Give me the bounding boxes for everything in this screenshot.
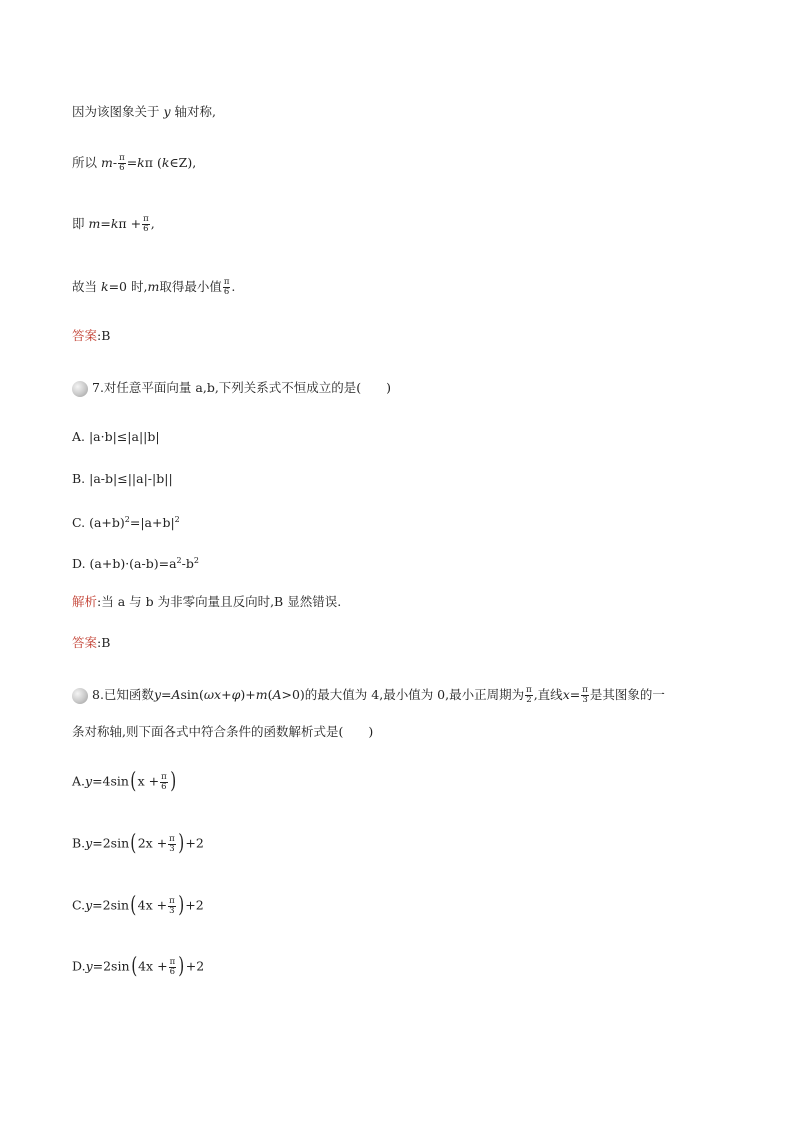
var-m: m [88,216,101,231]
option-text: C. (a+b) [72,515,125,531]
q7-answer [72,635,110,651]
option-letter: D. [72,958,86,974]
fraction [160,773,168,792]
fraction-denominator: 3 [582,695,588,705]
text: 因为该图象关于 [72,104,160,119]
fraction [168,897,176,916]
question-text: 8.已知函数 [92,687,154,702]
fraction [142,215,150,234]
q7-option-b [72,471,173,487]
right-paren: ) [178,831,185,856]
question-7-stem [74,380,391,397]
circle-bullet-icon [72,381,88,397]
text: = [161,687,172,702]
option-text: 4x + [137,897,168,913]
q8-option-b [72,831,204,856]
option-text: B. |a-b|≤||a|-|b|| [72,471,173,486]
fraction-numerator: π [223,277,230,287]
q7-analysis [72,594,341,610]
option-text: D. (a+b)·(a-b)=a [72,556,177,572]
right-paren: ) [177,893,184,918]
fraction [168,835,176,854]
fraction-numerator: π [526,685,532,695]
fraction [525,686,533,705]
text: 轴对称, [174,104,217,119]
minus-sign: - [112,155,118,170]
analysis-text: :当 a 与 b 为非零向量且反向时,B 显然错误. [97,594,342,609]
fraction-numerator: π [169,956,176,967]
text: 取得最小值 [159,279,222,294]
option-letter: C. [72,897,86,913]
text: + [221,687,232,702]
text: = [126,155,138,170]
left-paren: ( [130,831,137,856]
var-y: y [85,958,93,974]
answer-label: 答案 [72,328,98,343]
option-text: -b [181,556,194,572]
fraction-numerator: π [119,153,125,163]
option-text: =|a+b| [129,515,175,531]
question-8-stem-line-2 [72,724,373,740]
fraction-denominator: 3 [169,905,175,916]
var-y: y [163,104,171,119]
circle-bullet-icon [72,688,88,704]
text: ( [267,687,273,702]
text: 所以 [72,155,98,170]
option-text: =2sin [92,897,130,913]
right-paren: ) [178,954,185,979]
right-paren: ) [169,769,176,794]
text: =0 时, [108,279,148,294]
text: π + [118,216,142,231]
superscript: 2 [193,556,199,565]
option-text: A. |a·b|≤|a||b| [72,429,160,444]
option-text: +2 [185,835,204,851]
fraction-numerator: π [161,771,167,782]
option-text: +2 [185,958,205,974]
var-k: k [110,216,119,231]
option-letter: A. [72,773,86,789]
var-m: m [101,155,113,170]
text: >0)的最大值为 4,最小值为 0,最小正周期为 [281,687,525,702]
question-text: 条对称轴,则下面各式中符合条件的函数解析式是( ) [72,724,374,739]
text: . [231,279,236,294]
superscript: 2 [174,515,180,524]
option-text: =2sin [92,835,130,851]
q8-option-a [72,769,177,794]
option-text: 2x + [137,835,168,851]
var-k: k [137,155,145,170]
fraction-numerator: π [169,895,175,906]
text: ,直线 [533,687,563,702]
question-text: 7.对任意平面向量 a,b,下列关系式不恒成立的是( ) [92,380,392,395]
fraction [223,278,231,297]
var-a: A [272,687,282,702]
var-m: m [147,279,160,294]
solution-line-3 [72,215,155,234]
q7-option-d [72,553,199,572]
answer-line-6 [72,328,110,344]
left-paren: ( [130,954,137,979]
q7-option-a [72,429,160,445]
option-text: x + [137,773,160,789]
fraction-denominator: 6 [161,781,167,792]
solution-line-1 [72,104,216,120]
option-text: 4x + [138,958,168,974]
fraction-numerator: π [582,685,588,695]
var-phi: φ [231,687,241,702]
fraction-denominator: 2 [526,695,532,705]
option-text: +2 [185,897,204,913]
text: 即 [72,216,85,231]
option-text: =4sin [92,773,129,789]
text: π ( [144,155,162,170]
var-a: A [171,687,181,702]
fraction-numerator: π [169,833,175,844]
solution-line-4 [72,278,235,297]
q8-option-c [72,893,204,918]
answer-value: :B [97,328,111,343]
text: , [150,216,155,231]
var-k: k [101,279,109,294]
option-letter: B. [72,835,86,851]
q7-option-c [72,512,180,531]
var-y: y [85,897,93,913]
text: = [569,687,581,702]
text: 是其图象的一 [589,687,665,702]
var-x: x [562,687,570,702]
var-y: y [153,687,161,702]
analysis-label: 解析 [72,594,98,609]
var-y: y [85,835,93,851]
fraction-denominator: 6 [169,966,176,977]
option-text: =2sin [92,958,130,974]
question-8-stem [74,686,665,705]
var-y: y [85,773,93,789]
answer-value: :B [97,635,111,650]
left-paren: ( [130,893,137,918]
text: sin( [180,687,204,702]
left-paren: ( [130,769,137,794]
solution-line-2 [72,154,196,173]
text: ∈Z), [169,155,197,170]
fraction-denominator: 6 [119,163,125,173]
var-omega-x: ωx [203,687,222,702]
fraction-denominator: 6 [223,287,230,297]
q8-option-d [72,954,205,979]
text: = [100,216,111,231]
fraction-denominator: 3 [169,843,175,854]
answer-label: 答案 [72,635,98,650]
fraction-numerator: π [143,214,149,224]
fraction [118,154,126,173]
text: 故当 [72,279,98,294]
fraction [581,686,589,705]
var-k: k [161,155,170,170]
var-m: m [255,687,268,702]
fraction-denominator: 6 [143,224,149,234]
fraction [169,958,177,977]
superscript: 2 [124,515,130,524]
text: )+ [240,687,256,702]
superscript: 2 [176,556,182,565]
